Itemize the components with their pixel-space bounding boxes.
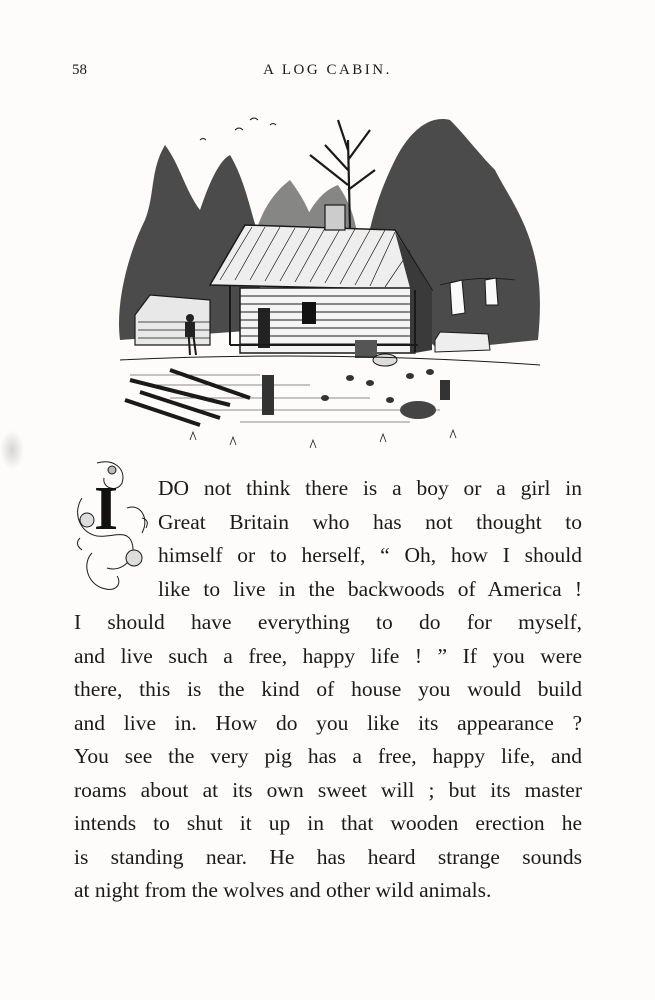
paragraph-line: Great Britain who has not thought to <box>158 509 582 534</box>
page-number: 58 <box>72 62 87 78</box>
paragraph-line: DO not think there is a boy or a girl in <box>158 476 582 500</box>
paragraph-line: and live such a free, happy life ! ” If you were <box>74 643 582 668</box>
paragraph-line: is standing near. He has heard strange sounds <box>74 844 582 869</box>
log-cabin-illustration <box>110 100 550 470</box>
paragraph-line: roams about at its own sweet will ; but its master <box>74 777 582 802</box>
paragraph-line: himself or to herself, “ Oh, how I should <box>158 543 582 567</box>
running-title: A LOG CABIN. <box>263 62 392 78</box>
paragraph-line: intends to shut it up in that wooden erection he <box>74 811 582 835</box>
paragraph-line: You see the very pig has a free, happy life, and <box>74 744 582 768</box>
drop-cap-letter: I <box>94 475 119 543</box>
paragraph-line: and live in. How do you like its appearance ? <box>74 710 582 735</box>
paragraph-line: I should have everything to do for myself, <box>74 610 582 634</box>
paragraph-line: like to live in the backwoods of America ! <box>158 576 582 601</box>
page-smudge <box>0 430 24 470</box>
body-paragraph <box>74 472 582 908</box>
paragraph-line: at night from the wolves and other wild animals. <box>74 878 492 902</box>
paragraph-line: there, this is the kind of house you would build <box>74 677 582 701</box>
